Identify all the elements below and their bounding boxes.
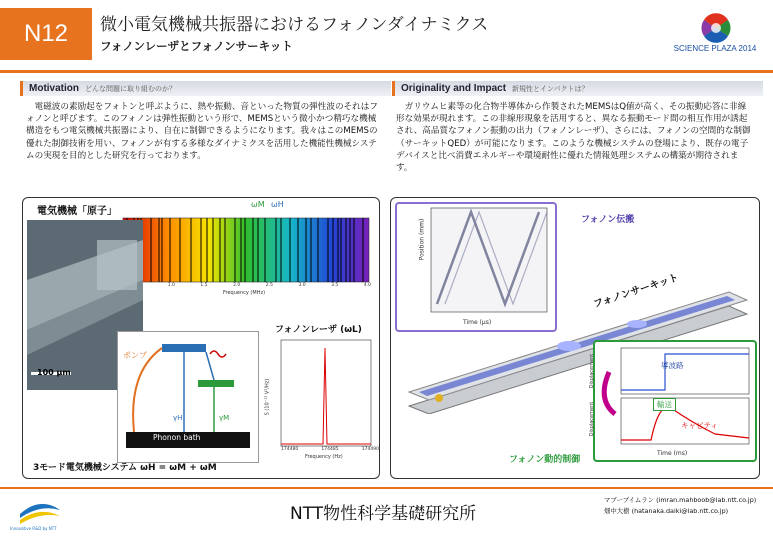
laser-spectrum-plot (267, 336, 375, 460)
poster-subtitle: フォノンレーザとフォノンサーキット (100, 39, 293, 53)
motivation-heading: Motivation (29, 83, 79, 94)
circuit-label: フォノンサーキット (592, 272, 681, 311)
pump-label: ポンプ (123, 351, 147, 360)
propagation-label: フォノン伝搬 (581, 215, 635, 225)
laser-xticks (281, 447, 379, 452)
prop-ylabel: Position (mm) (418, 218, 426, 261)
originality-heading: Originality and Impact (401, 83, 507, 94)
phonon-bath-label: Phonon bath (153, 433, 201, 442)
laser-xtick: 174490 (361, 447, 379, 452)
event-logo-text: SCIENCE PLAZA 2014 (673, 44, 757, 53)
contact-1: マブーブイムラン (imran.mahboob@lab.ntt.co.jp) (604, 496, 757, 504)
disp-label-bottom: Displacement (589, 401, 596, 437)
motivation-heading-bar (20, 81, 391, 96)
poster-number-badge: N12 (0, 8, 92, 60)
waveguide-label: 導波路 (661, 361, 684, 370)
originality-heading-bar (392, 81, 763, 96)
right-figure-panel (390, 197, 760, 479)
ctrl-xlabel: Time (ms) (657, 450, 688, 457)
laser-xtick: 174485 (321, 447, 339, 452)
laser-xlabel: Frequency (Hz) (305, 454, 343, 460)
header-divider (0, 70, 773, 73)
science-plaza-logo-icon (672, 10, 760, 72)
organization-name: NTT物性科学基礎研究所 (290, 504, 477, 524)
footer-divider (0, 487, 773, 489)
control-label: フォノン動的制御 (509, 455, 581, 465)
spectrum-tick: 3.0 (298, 283, 306, 288)
atom-label: 電気機械「原子」 (37, 206, 117, 217)
disp-label-top: Displacement (589, 353, 596, 389)
transport-label: 輸送 (653, 398, 676, 411)
motivation-text: 電磁波の素励起をフォトンと呼ぶように、熱や振動、音といった物質の弾性波のそれはフォノンと呼びます。このフォノンは弾性振動という形で、MEMSという微小かつ精巧な機械構造をもつ電気機械共振器により、自在に制御できるようになります。我々はこのMEMSの優れた制御技術を用い、フォノンが有する多様なダイナミクスを活用した機能性機械システムの実現を目的とした研究を行っております。 (26, 102, 378, 161)
spectrum-tick: 4.0 (363, 283, 371, 288)
spectrum-tick: 3.5 (331, 283, 339, 288)
spectrum-tick: 1.5 (200, 283, 208, 288)
scale-bar-label: 100 μm (37, 368, 71, 377)
laser-xtick: 174480 (281, 447, 299, 452)
spectrum-tick: 1.0 (167, 283, 175, 288)
spectrum-xlabel: Frequency (MHz) (223, 290, 266, 296)
ntt-tagline: Innovative R&D by NTT (10, 526, 57, 531)
prop-xlabel: Time (μs) (463, 319, 492, 326)
spectrum-tick-labels (135, 283, 371, 288)
gamma-m-label: γM (219, 414, 230, 422)
omega-h-label: ωH (271, 200, 284, 209)
originality-text: ガリウムヒ素等の化合物半導体から作製されたMEMSはQ値が高く、その振動応答に非線形な効果が現れます。この非線形現象を活用すると、異なる振動モード間の相互作用が誘起され、高品質なフォノン振動の出力（フォノンレーザ）、さらには、フォノンの空間的な制御（サーキットQED）が可能になります。このような機械システムの登場により、既存の電子デバイスと比べ消費エネルギーや環境耐性に優れた情報処理システムの構築が期待されます。 (396, 102, 751, 174)
motivation-subheading: どんな問題に取り組むのか？ (85, 84, 176, 93)
system-caption: 3モード電気機械システム ωH = ωM + ωM (33, 463, 217, 473)
omega-m-label: ωM (251, 200, 265, 209)
cavity-label: キャビティ (681, 421, 718, 430)
originality-subheading: 新規性とインパクトは？ (512, 84, 589, 93)
contact-2: 畑中大樹 (hatanaka.daiki@lab.ntt.co.jp) (604, 507, 729, 515)
spectrum-tick: 2.5 (265, 283, 273, 288)
laser-ylabel: S (10⁻¹² V²/Hz) (264, 378, 271, 416)
left-figure-panel (22, 197, 380, 479)
gamma-h-label: γH (173, 414, 183, 422)
poster-title: 微小電気機械共振器におけるフォノンダイナミクス (100, 15, 489, 35)
spectrum-tick: 2.0 (233, 283, 241, 288)
phonon-laser-title: フォノンレーザ (ωL) (275, 325, 362, 335)
